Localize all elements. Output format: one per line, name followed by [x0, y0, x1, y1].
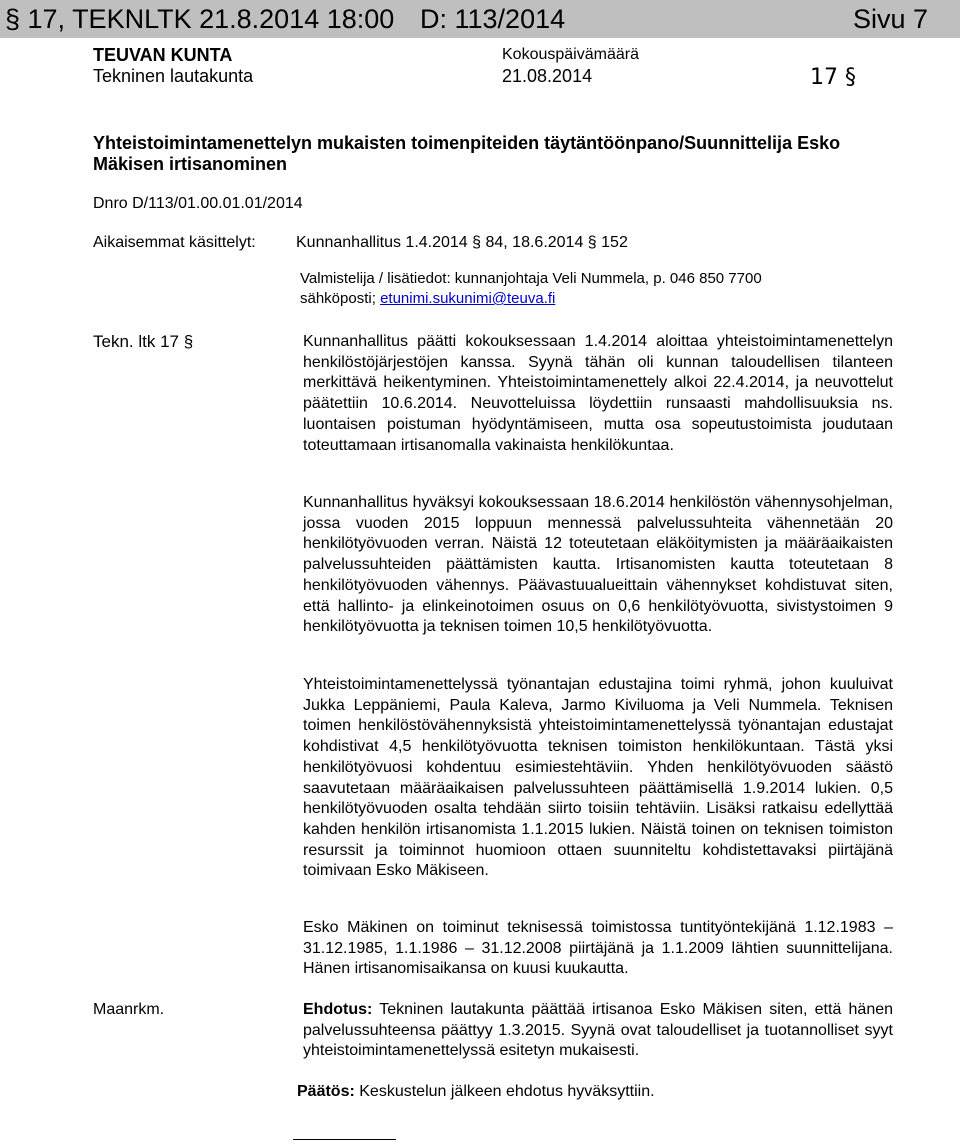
org-name: TEUVAN KUNTA [93, 45, 233, 65]
proposal-text: Tekninen lautakunta päättää irtisanoa Esko Mäkisen siten, että hänen palvelussuhteensa päättyy 1.3.2015. Syynä ovat taloudelliset ja tuotannolliset syyt yhteistoimintamenettelyssä esitetyn mukaisesti. [303, 1001, 894, 1060]
top-bar-page: Sivu 7 [853, 4, 929, 34]
proposal-paragraph [303, 1000, 893, 1062]
decision-paragraph [297, 1082, 655, 1103]
section-number: 17 § [810, 65, 856, 90]
top-bar-section: § 17, TEKNLTK 21.8.2014 18:00 [5, 4, 395, 34]
contact-line: Valmistelija / lisätiedot: kunnanjohtaja Veli Nummela, p. 046 850 7700 [300, 270, 762, 287]
section-label: Tekn. ltk 17 § [93, 332, 194, 351]
page-title: Yhteistoimintamenettelyn mukaisten toimenpiteiden täytäntöönpano/Suunnittelija Esko Mäkisen irtisanominen [93, 133, 841, 174]
dnro: Dnro D/113/01.00.01.01/2014 [93, 195, 303, 212]
prior-handling-label: Aikaisemmat käsittelyt: [93, 234, 256, 251]
signature-rule [293, 1139, 396, 1140]
prior-handling-value: Kunnanhallitus 1.4.2014 § 84, 18.6.2014 § 152 [296, 234, 628, 251]
email-link[interactable]: etunimi.sukunimi@teuva.fi [380, 290, 556, 307]
proposal-label: Ehdotus: [303, 1001, 373, 1018]
top-bar [0, 0, 960, 38]
meeting-date-label: Kokouspäivämäärä [502, 46, 639, 63]
contact-email-line [300, 289, 555, 309]
paragraph-1: Kunnanhallitus päätti kokouksessaan 1.4.2014 aloittaa yhteistoimintamenettelyn henkilöstöjärjestöjen kanssa. Syynä tähän oli kunnan taloudellisen tilanteen merkittävä heikentyminen. Yhteistoimintamenettely alkoi 22.4.2014, ja neuvottelut päätettiin 10.6.2014. Neuvotteluissa löydettiin runsaasti mahdollisuuksia ns. luontaisen poistuman hyödyntämiseen, mutta osa sopeutustoimista joudutaan toteuttamaan irtisanomalla vakinaista henkilökuntaa. [303, 333, 893, 454]
decision-label: Päätös: [297, 1083, 355, 1100]
top-bar-diary: D: 113/2014 [420, 4, 566, 34]
paragraph-2: Kunnanhallitus hyväksyi kokouksessaan 18.6.2014 henkilöstön vähennysohjelman, jossa vuoden 2015 loppuun mennessä palvelussuhteita vähennetään 20 henkilötyövuoden verran. Näistä 12 toteutetaan eläköitymisten ja määräaikaisten palvelussuhteiden päättämisten kautta. Irtisanomisten kautta toteutetaan 8 henkilötyövuoden vähennys. Päävastuualueittain vähennykset kohdistuvat siten, että hallinto- ja elinkeinotoimen osuus on 0,6 henkilötyövuotta, sivistystoimen 9 henkilötyövuotta ja teknisen toimen 10,5 henkilötyövuotta. [303, 494, 893, 636]
decision-text: Keskustelun jälkeen ehdotus hyväksyttiin. [359, 1083, 655, 1100]
meeting-date: 21.08.2014 [502, 66, 593, 86]
board-name: Tekninen lautakunta [93, 66, 254, 86]
proposal-side-label: Maanrkm. [93, 1001, 165, 1018]
paragraph-4: Esko Mäkinen on toiminut teknisessä toimistossa tuntityöntekijänä 1.12.1983 – 31.12.1985, 1.1.1986 – 31.12.2008 piirtäjänä ja 1.1.2009 lähtien suunnittelijana. Hänen irtisanomisaikansa on kuusi kuukautta. [303, 919, 893, 978]
email-label: sähköposti; [300, 290, 376, 307]
paragraph-3: Yhteistoimintamenettelyssä työnantajan edustajina toimi ryhmä, johon kuuluivat Jukka Leppäniemi, Paula Kaleva, Jarmo Kiviluoma ja Veli Nummela. Teknisen toimen henkilöstövähennyksistä yhteistoimintamenettelyssä työnantajan edustajat kohdistivat 4,5 henkilötyövuotta teknisen toimiston henkilökuntaan. Tästä yksi henkilötyövuosi kohdentuu esimiestehtäviin. Yhden henkilötyövuoden säästö saavutetaan määräaikaisen palvelussuhteen päättämisellä 1.9.2014 lukien. 0,5 henkilötyövuoden osalta tehdään siirto toisiin tehtäviin. Lisäksi ratkaisu edellyttää kahden henkilön irtisanomista 1.1.2015 lukien. Näistä toinen on teknisen toimiston resurssit ja toiminnot huomioon ottaen suunniteltu kohdistettavaksi piirtäjänä toimivaan Esko Mäkiseen. [303, 676, 893, 880]
